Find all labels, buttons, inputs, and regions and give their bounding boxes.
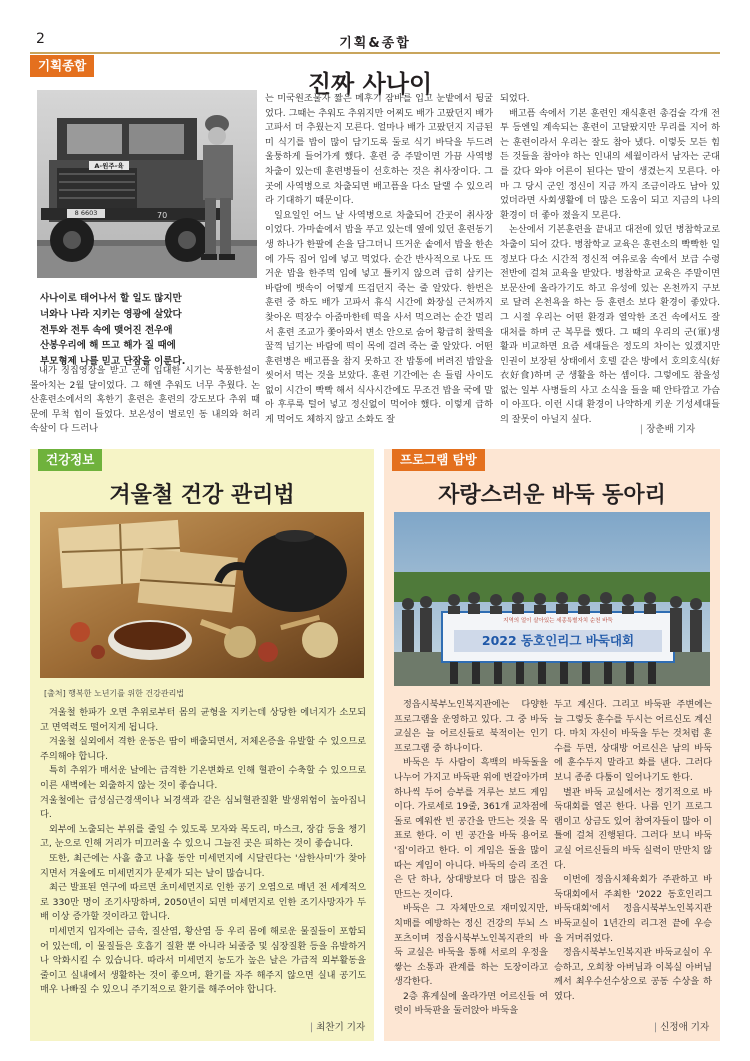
paragraph: 정읍시북부노인복지관에는 다양한 프로그램을 운영하고 있다. 그 중 바둑교실은 늘 어르신들로 북적이는 인기 프로그램 중 하나이다. <box>394 699 548 754</box>
paragraph: 논산에서 기본훈련을 끝내고 대전에 있던 병참학교로 차출이 되어 갔다. 병참학교 교육은 훈련소의 빡빡한 일정보다 다소 시간적 정신적 여유로움 속에서 보급 수령 전반에 걸쳐 교육을 받았다. 병참학교 교육은 주말이면 보문산에 올라가기도 하고 유성에 있는 온천까지 구보로 달려 온천욕을 하는 등 훈련소 보다 환경이 좋았다. 그 시절 우리는 어떤 환경과 열악한 조건 속에서도 잘 대처를 하며 군 복무를 했다. 그 때의 우리의 군(軍)생활과 비교하면 요즘 세대들은 정도의 차이는 있겠지만 인권이 보장된 상태에서 호텔 같은 방에서 호의호식(好衣好食)하며 군 생활을 하는 셈이다. 그렇에도 참을성 없는 일부 사병들의 사고 소식을 들을 때 안타깝고 가슴이 아프다. 이런 시대 환경이 나약하게 키운 기성세대들의 잘못이 아닐지 싶다. <box>500 224 720 426</box>
paragraph: 바둑은 두 사람이 흑백의 바둑돌을 나누어 가지고 바둑판 위에 번갈아가며 하나씩 두어 승부를 겨루는 보드 게임이다. 가로세로 19줄, 361개 교차점에 돌로 예워싼 빈 공간을 만드는 것을 목표로 한다. 이 빈 공간을 바둑 용어로 '집'이라고 한다. 이 게임은 돌을 많이 따는 게임이 아니다. 바둑의 승리 조건은 단 하나, 상대방보다 더 많은 집을 만드는 것이다. <box>394 757 548 900</box>
baduk-col2 <box>554 698 712 1014</box>
baduk-title: 자랑스러운 바둑 동아리 <box>438 483 666 508</box>
section-tag-health: 건강정보 <box>38 449 102 471</box>
health-title: 겨울철 건강 관리법 <box>109 483 295 508</box>
banner-title-text: 2022 동호인리그 바둑대회 <box>481 633 635 648</box>
paragraph: 내가 징집영장을 받고 군에 입대한 시기는 북풍한설이 몰아치는 2월 달이었다. 그 해엔 추워도 너무 추웠다. 논산훈련소에서의 혹한기 훈련은 훈련의 강도보다 추위 때문에 무척 힘이 들었다. 보온성이 별로인 동 내의와 허리 속살이 다 드러나 <box>30 365 260 435</box>
paragraph: 미세먼지 입자에는 금속, 질산염, 황산염 등 우리 몸에 해로운 물질들이 포함되어 있는데, 이 물질들은 호흡기 질환 뿐 아니라 뇌졸중 및 심장질환 등을 유발하거나 악화시킬 수 있습니다. 따라서 미세먼지 농도가 높은 날은 가급적 외부활동을 줄이고 실내에서 생활하는 것이 좋으며, 환기를 자주 해주지 않으면 실내 공기도 매우 나빠질 수 있으니 주기적으로 환기를 해주어야 합니다. <box>40 925 366 996</box>
paragraph: 정읍시북부노인복지관 바둑교실이 우승하고, 오희창 아버님과 이복실 아버님께서 최우수선수상으로 공동 수상을 하였다. <box>554 947 712 1002</box>
paragraph: 외부에 노출되는 부위를 줄일 수 있도록 모자와 목도리, 마스크, 장갑 등을 챙기고, 눈으로 인해 거리가 미끄러울 수 있으니 그늘진 곳은 피하는 것이 좋습니다. <box>40 823 366 850</box>
main-article-col2 <box>265 92 493 437</box>
paragraph: 겨울철에는 급성심근경색이나 뇌경색과 같은 심뇌혈관질환 발생위험이 높아집니다. <box>40 794 366 821</box>
paragraph: 이번에 정읍시체육회가 주관하고 바둑대회에서 주최한 '2022 동호인리그 바둑대회'에서 정읍시북부노인복지관 바둑교실이 1년간의 리그전 끝에 우승을 거머쥐었다. <box>554 874 712 944</box>
byline-health: | 최찬기 기자 <box>310 1019 365 1033</box>
health-body <box>40 706 366 1012</box>
paragraph: 일요일인 어느 날 사역병으로 차출되어 간곳이 취사장이었다. 가마솥에서 밥을 푸고 있는데 옆에 있던 훈련동기생 하나가 한팔에 손을 담그더니 뜨거운 솥에서 밥을 한손에 가득 집어 입에 넣고 먹었다. 순간 반사적으로 나도 뜨거운 밥을 한주먹 입에 넣고 틀키지 않으려 급히 삼키는 바람에 뱃속이 어떻게 뜨겁던지 죽는 줄 알았다. 한번은 훈련 중 하도 배가 고파서 휴식 시간에 화장실 근처까지 찾아온 떡장수 아줌마한테 떡을 사서 먹으려는 순간 멀리서 훈련 조교가 쫓아와서 변소 안으로 숨어 황급히 찰떡을 꿀꺽 넘기는 바람에 떡이 목에 걸려 죽는 줄 알았다. 어떤 훈련병은 배고픔을 참지 못하고 잔 밥통에 버려진 밥알을 씻어서 먹는 것을 보았다. 훈련 기간에는 손 들림 사이도 없이 시간이 빡빡 해서 식사시간에도 무조건 밥을 국에 말아 후루룩 털어 넣고 정신없이 먹어야 했다. 이렇게 급하게 먹어도 체하지 않고 소화도 잘 <box>265 209 493 426</box>
truck-plate-text: A-원주-육 <box>94 162 124 170</box>
section-title: 기획&종합 <box>339 36 411 51</box>
paragraph: 바둑은 그 자체만으로 재미있지만, 치매를 예방하는 정신 건강의 두뇌 스포츠이며 정읍시북부노인복지관의 바둑 교실은 바둑을 통해 서로의 우정을 쌓는 소통과 관계를 하는 도장이라고 생각한다. <box>394 903 548 988</box>
health-image-caption: [출처] 행복한 노년기를 위한 건강관리법 <box>44 689 185 698</box>
paragraph: 겨울철 실외에서 격한 운동은 땀이 배출되면서, 저체온증을 유발할 수 있으므로 주의해야 합니다. <box>40 736 366 762</box>
baduk-col1 <box>394 698 548 1032</box>
byline-baduk: | 신정애 기자 <box>654 1019 709 1033</box>
truck-side-number: 70 <box>157 211 168 220</box>
paragraph: 특히 추위가 매서운 날에는 급격한 기온변화로 인해 혈관이 수축할 수 있으므로 이른 새벽에는 외출하지 않는 것이 좋습니다. <box>40 765 366 791</box>
baduk-group-photo <box>394 512 710 686</box>
page-number: 2 <box>36 31 45 47</box>
section-tag-program: 프로그램 탐방 <box>392 449 485 471</box>
page-header <box>30 27 720 51</box>
article-title: 진짜 사나이 <box>307 70 433 98</box>
paragraph: 되었다. <box>500 93 530 104</box>
herbal-tea-photo <box>40 512 364 678</box>
truck-number-text: 8 6603 <box>74 209 98 217</box>
paragraph: 2층 휴게실에 올라가면 어르신들 여럿이 바둑판을 둘러앉아 바둑을 <box>394 990 548 1017</box>
paragraph: 별관 바둑 교실에서는 정기적으로 바둑대회를 열곤 한다. 나름 인기 프로그램이고 상금도 있어 참여자들이 많아 이틀에 걸쳐 진행된다. 그러다 보니 바둑 교실 어르신들의 바둑 실력이 만만치 않다. <box>554 786 712 871</box>
army-truck-photo <box>37 90 257 278</box>
header-rule <box>30 52 720 54</box>
section-tag-planning: 기획종합 <box>30 55 94 77</box>
paragraph: 두고 계신다. 그리고 바둑판 주변에는 늘 그렇듯 훈수를 두시는 어르신도 계신다. 마치 자신이 바둑을 두는 것처럼 훈수를 두면, 상대방 어르신은 남의 바둑에 훈수두지 말라고 화를 낸다. 그러다 보니 종종 다툼이 일어나기도 한다. <box>554 699 712 783</box>
main-article-col1 <box>30 364 260 436</box>
paragraph: 최근 발표된 연구에 따르면 초미세먼지로 인한 공기 오염으로 매년 전 세계적으로 330만 명이 조기사망하며, 2050년이 되면 미세먼지로 인한 조기사망자가 두 배 이상 증가할 것이라고 합니다. <box>40 882 366 923</box>
paragraph: 겨울철 한파가 오면 추위로부터 몸의 균형을 지키는데 상당한 에너지가 소모되고 면역력도 떨어지게 됩니다. <box>40 707 366 733</box>
paragraph: 는 미국원조물자 짧은 메후기 잠바를 입고 눈밭에서 뒹굴었다. 그때는 추워도 추위지만 어찌도 배가 고팠던지 배가 고파서 더 추웠는지 모른다. 얼마나 배가 고팠던지 지금된 미 식기를 밥이 많이 담기도록 둘로 식기 바닥을 두드려 울퉁하게 들어가게 했다. 훈련 중 주말이면 가끔 사역병 차출이 있는데 훈련병들이 선호하는 것은 취사장이다. 그곳에 사역병으로 차출되면 배고픔을 다소 달랠 수 있으리라 기대하기 때문이다. <box>265 93 493 207</box>
byline-main: | 장춘배 기자 <box>640 421 695 435</box>
banner-small-text: 지역의 얼이 살아있는 세종특별자치 순천 바둑 <box>503 618 613 624</box>
photo-caption-lyrics: 사나이로 태어나서 할 일도 많지만 너와나 나라 지키는 영광에 살았다 전투와 전투 속에 맺어진 전우애 산봉우리에 해 뜨고 해가 질 때에 부모형제 나를 믿고 단잠을 이룬다. <box>40 293 186 368</box>
paragraph: 또한, 최근에는 사흘 춥고 나흘 동안 미세먼지에 시달린다는 '삼한사미'가 찾아지면서 겨울에도 미세먼지가 문제가 되는 날이 많습니다. <box>40 852 366 879</box>
main-article-col3 <box>500 92 720 426</box>
paragraph: 배고픔 속에서 기본 훈련인 재식훈련 총검술 각개 전투 등엔일 계속되는 훈련이 고달팠지만 무리를 지어 하는 훈련이라서 우리는 잘도 참아 냈다. 이렇듯 모든 힘든 것들을 참아야 하는 인내의 세월이라서 남자는 군대를 갔다 와야 어른이 된다는 말이 생겼는지 모른다. 아마 그 당시 군인 정신이 지금 까지 조금이라도 남아 있었더라면 사회생활에 더 많은 도움이 되고 지금의 나의 환경이 더 좋아 졌을지 모른다. <box>500 107 720 221</box>
